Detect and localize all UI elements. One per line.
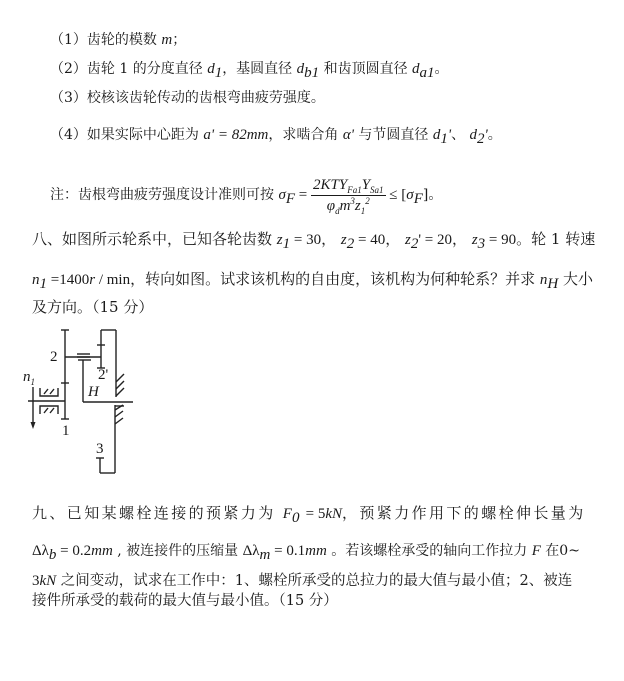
sigma: σ xyxy=(406,187,414,203)
label-carrier-h: H xyxy=(88,384,99,400)
q9-line-1: 九、已知某螺栓连接的预紧力为 $F_0 = 5kN$，预紧力作用下的螺栓伸长量为 xyxy=(32,504,586,526)
var-db1: d xyxy=(296,61,305,77)
q8-text: 八、如图所示轮系中，已知各轮齿数 xyxy=(32,230,277,248)
label-gear-2prime: 2' xyxy=(98,367,109,383)
q8-text: ，转向如图。试求该机构的自由度，该机构为何种轮系？并求 xyxy=(130,270,540,288)
var-d2-prime: d xyxy=(469,127,478,143)
item-text: 和齿顶圆直径 xyxy=(319,61,413,77)
q8-line-1: 八、如图所示轮系中，已知各轮齿数 $z_1 = 30$， $z_2 = 40$， $z_2' = 20$， $z_3 = 90$。轮 1 转速 xyxy=(32,230,596,252)
item-text: 如果实际中心距为 xyxy=(86,127,204,143)
q9-text: 在0~ xyxy=(540,543,580,559)
item-text: ，基圆直径 xyxy=(222,61,297,77)
var-m: m xyxy=(161,32,173,48)
item-prefix: （4） xyxy=(50,127,87,143)
item-text: 校核该齿轮传动的齿根弯曲疲劳强度。 xyxy=(86,90,325,106)
denominator: $\varphi_dm^3z_1^2$ xyxy=(326,195,370,216)
prime: ' xyxy=(447,127,452,143)
numerator: $2KTY_{Fa1}Y_{Sa1}$ xyxy=(313,176,384,195)
item-prefix: （2） xyxy=(50,61,87,77)
item-text: 齿轮的模数 xyxy=(86,32,162,48)
arrow-down-icon xyxy=(31,422,36,429)
close-bracket: ]。 xyxy=(422,187,443,203)
sub: a1 xyxy=(419,64,435,81)
unit: mm xyxy=(246,127,269,143)
sub: b1 xyxy=(304,64,320,81)
q8-text: 及方向。（15 分） xyxy=(32,298,154,316)
sub: 1 xyxy=(214,64,223,81)
item-prefix: （3） xyxy=(50,90,87,106)
q9-line-2: $\Delta\lambda_b = 0.2mm$ , 被连接件的压缩量 $\Delta\lambda_m = 0.1mm$ 。若该螺栓承受的轴向工作拉力 F 在0~ xyxy=(32,543,580,563)
q8-text: 。轮 1 转速 xyxy=(516,230,596,248)
q9-text: ，预紧力作用下的螺栓伸长量为 xyxy=(342,504,586,522)
center-distance: a' = 82 xyxy=(203,127,247,143)
sub: F xyxy=(285,190,296,207)
label-n1: $n_1$ xyxy=(23,369,35,387)
q8-line-2: $n_1 =1400r / \min$，转向如图。试求该机构的自由度，该机构为何种轮系？并求 $n_H$ 大小 xyxy=(32,270,593,292)
q9-text: 九、已知某螺栓连接的预紧力为 xyxy=(32,504,283,522)
prime: ' xyxy=(484,127,488,143)
note-label: 注：齿根弯曲疲劳强度设计准则可按 xyxy=(50,187,279,203)
sub: 1 xyxy=(440,130,448,147)
q9-text: , 被连接件的压缩量 xyxy=(112,543,243,559)
q9-text: 接件所承受的载荷的最大值与最小值。（15 分） xyxy=(32,593,338,609)
leq: ≤ [ xyxy=(385,187,407,203)
item-suffix: 。 xyxy=(487,127,502,143)
equals: = xyxy=(295,187,311,203)
item-text: ，求啮合角 xyxy=(268,127,343,143)
var-alpha: α' xyxy=(342,127,354,143)
item-suffix: ； xyxy=(172,32,187,48)
sigma: σ xyxy=(278,187,286,203)
label-gear-2: 2 xyxy=(50,349,58,365)
var-d1: d xyxy=(207,61,215,77)
item-suffix: 。 xyxy=(434,61,449,77)
q9-line-3: 3kN 之间变动，试求在工作中：1、螺栓所承受的总拉力的最大值与最小值；2、被连 xyxy=(32,573,573,589)
q8-text: 大小 xyxy=(558,270,593,288)
label-gear-3: 3 xyxy=(96,441,104,457)
var-da1: d xyxy=(412,61,420,77)
q9-text: 之间变动，试求在工作中：1、螺栓所承受的总拉力的最大值与最小值；2、被连 xyxy=(56,573,573,589)
sub: F xyxy=(413,190,423,207)
q9-line-4 xyxy=(32,592,338,610)
q9-text: 。若该螺栓承受的轴向工作拉力 xyxy=(326,543,532,559)
label-gear-1: 1 xyxy=(62,423,70,439)
item-prefix: （1） xyxy=(50,32,87,48)
item-text: 与节圆直径 xyxy=(353,127,433,143)
var-d1-prime: d xyxy=(432,127,441,143)
sub: 2 xyxy=(477,130,485,147)
item-text: 齿轮 1 的分度直径 xyxy=(86,61,208,77)
separator: 、 xyxy=(451,127,470,143)
